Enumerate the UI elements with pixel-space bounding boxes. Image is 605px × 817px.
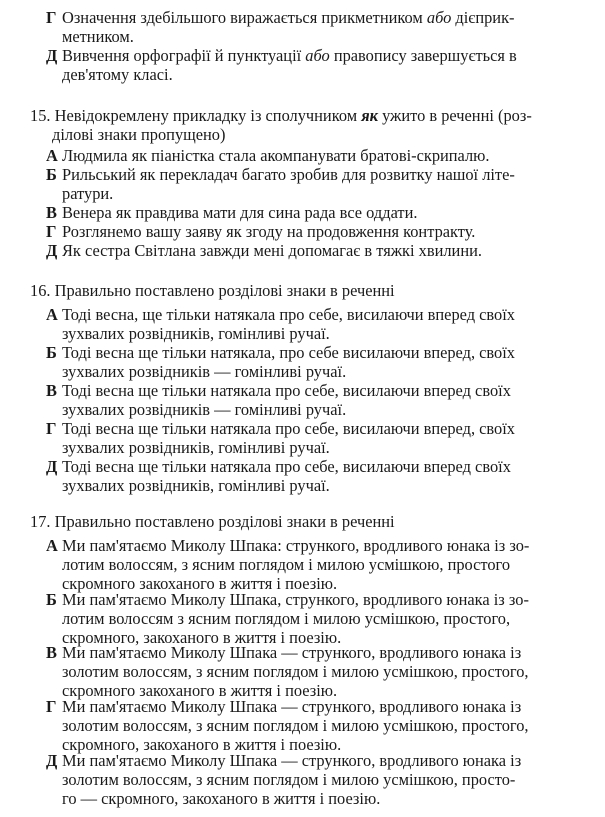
option-text-line3: скромного закоханого в життя і поезію.	[62, 574, 338, 593]
q15-option-d	[46, 241, 570, 260]
option-text: Ми пам'ятаємо Миколу Шпака, стрункого, вродливого юнака із зо-	[62, 590, 529, 609]
q15-option-g	[46, 222, 570, 241]
option-text: Рильський як перекладач багато зробив для розвитку нашої літе-	[62, 165, 515, 184]
option-text: Означення здебільшого виражається прикметником або дієприк-	[62, 8, 515, 27]
option-text: Ми пам'ятаємо Миколу Шпака — стрункого, вродливого юнака із	[62, 751, 522, 770]
option-text-line2: зухвалих розвідників, гомінливі ручаї.	[62, 438, 330, 457]
option-text: Ми пам'ятаємо Миколу Шпака: стрункого, вродливого юнака із зо-	[62, 536, 530, 555]
option-text-line2: зухвалих розвідників — гомінливі ручаї.	[62, 400, 347, 419]
q17-option-b	[46, 590, 570, 647]
q17-option-v	[46, 643, 570, 700]
option-text: Як сестра Світлана завжди мені допомагає в тяжкі хвилини.	[62, 241, 482, 260]
option-text-line3: скромного, закоханого в життя і поезію.	[62, 628, 342, 647]
option-text: Розглянемо вашу заяву як згоду на продовження контракту.	[62, 222, 476, 241]
option-letter: В	[46, 643, 57, 662]
option-d-top	[46, 46, 570, 84]
q16-option-b	[46, 343, 570, 381]
option-letter: Д	[46, 457, 58, 476]
option-letter: В	[46, 203, 57, 222]
option-text-line2: зухвалих розвідників, гомінливі ручаї.	[62, 324, 330, 343]
option-text-line3: скромного закоханого в життя і поезію.	[62, 681, 338, 700]
option-text-line2: зухвалих розвідників — гомінливі ручаї.	[62, 362, 347, 381]
option-text-line2: лотим волоссям з ясним поглядом і милою усмішкою, простого,	[62, 609, 511, 628]
question-15	[30, 106, 570, 144]
option-letter: Г	[46, 222, 57, 241]
question-number: 17.	[30, 512, 51, 531]
q17-option-d	[46, 751, 570, 808]
option-text: Тоді весна, ще тільки натякала про себе, висилаючи вперед своїх	[62, 305, 515, 324]
option-text-line2: ратури.	[62, 184, 114, 203]
option-text: Тоді весна ще тільки натякала про себе, висилаючи вперед своїх	[62, 381, 511, 400]
question-17	[30, 512, 570, 531]
option-text-line3: скромного, закоханого в життя і поезію.	[62, 735, 342, 754]
q17-option-g	[46, 697, 570, 754]
option-letter: Г	[46, 8, 57, 27]
question-text-line2: ділові знаки пропущено)	[52, 125, 226, 144]
option-text: Венера як правдива мати для сина рада все оддати.	[62, 203, 418, 222]
option-letter: Д	[46, 751, 58, 770]
q15-option-a	[46, 146, 570, 165]
option-text-line2: метником.	[62, 27, 134, 46]
option-text: Ми пам'ятаємо Миколу Шпака — стрункого, вродливого юнака із	[62, 643, 522, 662]
option-letter: Д	[46, 241, 58, 260]
option-text: Тоді весна ще тільки натякала про себе, висилаючи вперед, своїх	[62, 419, 515, 438]
option-letter: Г	[46, 697, 57, 716]
option-text-line2: золотим волоссям, з ясним поглядом і милою усмішкою, простого,	[62, 716, 529, 735]
option-g-top	[46, 8, 570, 46]
q17-option-a	[46, 536, 570, 593]
option-text: Тоді весна ще тільки натякала про себе, висилаючи вперед своїх	[62, 457, 511, 476]
option-letter: А	[46, 536, 58, 555]
option-text: Вивчення орфографії й пунктуації або правопису завершується в	[62, 46, 517, 65]
option-text-line2: лотим волоссям, з ясним поглядом і милою усмішкою, простого	[62, 555, 511, 574]
q16-option-v	[46, 381, 570, 419]
option-text-line2: зухвалих розвідників, гомінливі ручаї.	[62, 476, 330, 495]
question-16	[30, 281, 570, 300]
option-text: Тоді весна ще тільки натякала, про себе висилаючи вперед, своїх	[62, 343, 515, 362]
option-text-line2: золотим волоссям, з ясним поглядом і милою усмішкою, простого,	[62, 662, 529, 681]
option-text-line3: го — скромного, закоханого в життя і поезію.	[62, 789, 381, 808]
q16-option-d	[46, 457, 570, 495]
option-letter: Д	[46, 46, 58, 65]
option-letter: Б	[46, 590, 57, 609]
question-text: Правильно поставлено розділові знаки в реченні	[54, 281, 395, 300]
option-letter: Б	[46, 343, 57, 362]
option-text: Ми пам'ятаємо Миколу Шпака — стрункого, вродливого юнака із	[62, 697, 522, 716]
option-text-line2: золотим волоссям, з ясним поглядом і милою усмішкою, просто-	[62, 770, 516, 789]
question-text: Невідокремлену прикладку із сполучником як ужито в реченні (роз-	[54, 106, 532, 125]
q16-option-g	[46, 419, 570, 457]
question-number: 15.	[30, 106, 51, 125]
option-text-line2: дев'ятому класі.	[62, 65, 173, 84]
option-letter: Г	[46, 419, 57, 438]
option-text: Людмила як піаністка стала акомпанувати братові-скрипалю.	[62, 146, 490, 165]
option-letter: А	[46, 146, 58, 165]
option-letter: А	[46, 305, 58, 324]
question-number: 16.	[30, 281, 51, 300]
question-text: Правильно поставлено розділові знаки в реченні	[54, 512, 395, 531]
option-letter: Б	[46, 165, 57, 184]
q15-option-b	[46, 165, 570, 203]
q16-option-a	[46, 305, 570, 343]
option-letter: В	[46, 381, 57, 400]
q15-option-v	[46, 203, 570, 222]
